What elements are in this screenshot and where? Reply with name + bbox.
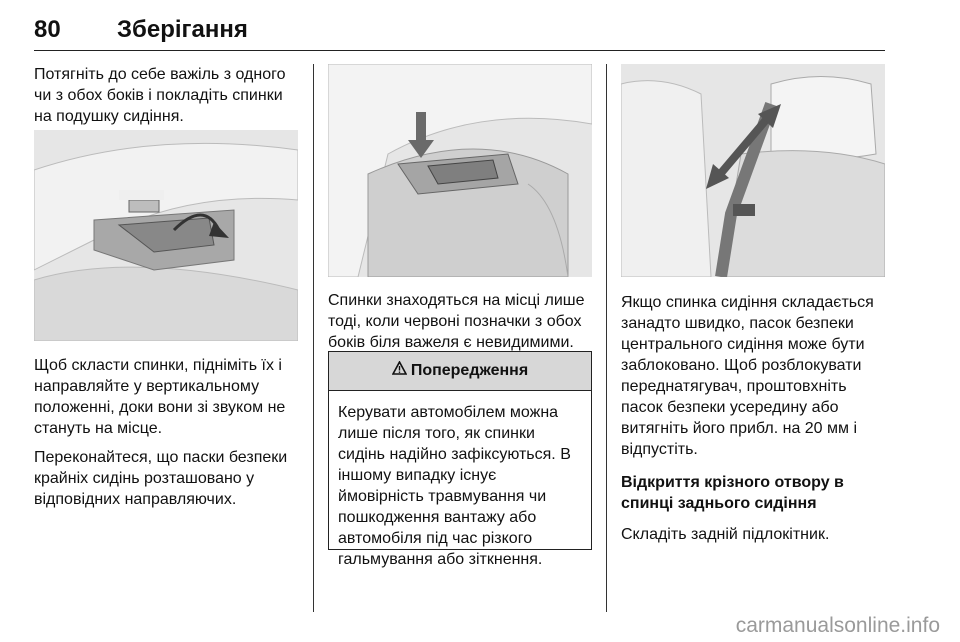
column-middle — [328, 290, 592, 353]
warning-header — [329, 352, 591, 391]
illustration-seat-latch — [328, 64, 592, 277]
warning-body — [329, 391, 591, 570]
indicators-paragraph: Спинки знаходяться на місці лише тоді, коли червоні позначки з обох боків біля важеля є невидимими. — [328, 292, 585, 351]
warning-title: Попередження — [410, 362, 529, 379]
seat-latch-drawing — [328, 64, 592, 277]
warning-triangle-icon — [392, 352, 407, 390]
warning-text: Керувати автомобілем можна лише після того, як спинки сидінь надійно зафіксуються. В іншому випадку існує ймовірність травмування чи пошкодження вантажу або автомобіля під час різкого гальмування або зіткнення. — [338, 404, 571, 568]
column-left-lower — [34, 355, 298, 510]
column-left — [34, 64, 298, 127]
belt-lock-paragraph: Якщо спинка сидіння складається занадто швидко, пасок безпеки центрального сидіння може бути заблоковано. Щоб розблокувати переднатягувач, проштовхніть пасок безпеки усередину або витягніть його прибл. на 20 мм і відпустіть. — [621, 294, 874, 458]
warning-box — [328, 351, 592, 568]
intro-paragraph: Потягніть до себе важіль з одного чи з обох боків і покладіть спинки на подушку сидіння. — [34, 66, 286, 125]
column-divider — [606, 64, 607, 612]
belts-paragraph: Переконайтеся, що паски безпеки крайніх сидінь розташовано у відповідних направляючих. — [34, 449, 288, 508]
watermark: carmanualsonline.info — [735, 614, 940, 637]
page-header — [34, 10, 885, 51]
page-title: Зберігання — [117, 16, 248, 43]
column-right — [621, 292, 885, 545]
seat-belt-drawing — [621, 64, 885, 277]
illustration-seat-lever — [34, 130, 298, 341]
section-heading: Відкриття крізного отвору в спинці заднього сидіння — [621, 474, 844, 512]
page-number: 80 — [34, 16, 61, 43]
column-divider — [313, 64, 314, 612]
illustration-seat-belt — [621, 64, 885, 277]
fold-paragraph: Щоб скласти спинки, підніміть їх і направляйте у вертикальному положенні, доки вони зі звуком не стануть на місце. — [34, 357, 286, 437]
armrest-paragraph: Складіть задній підлокітник. — [621, 526, 830, 543]
seat-lever-drawing — [34, 130, 298, 341]
